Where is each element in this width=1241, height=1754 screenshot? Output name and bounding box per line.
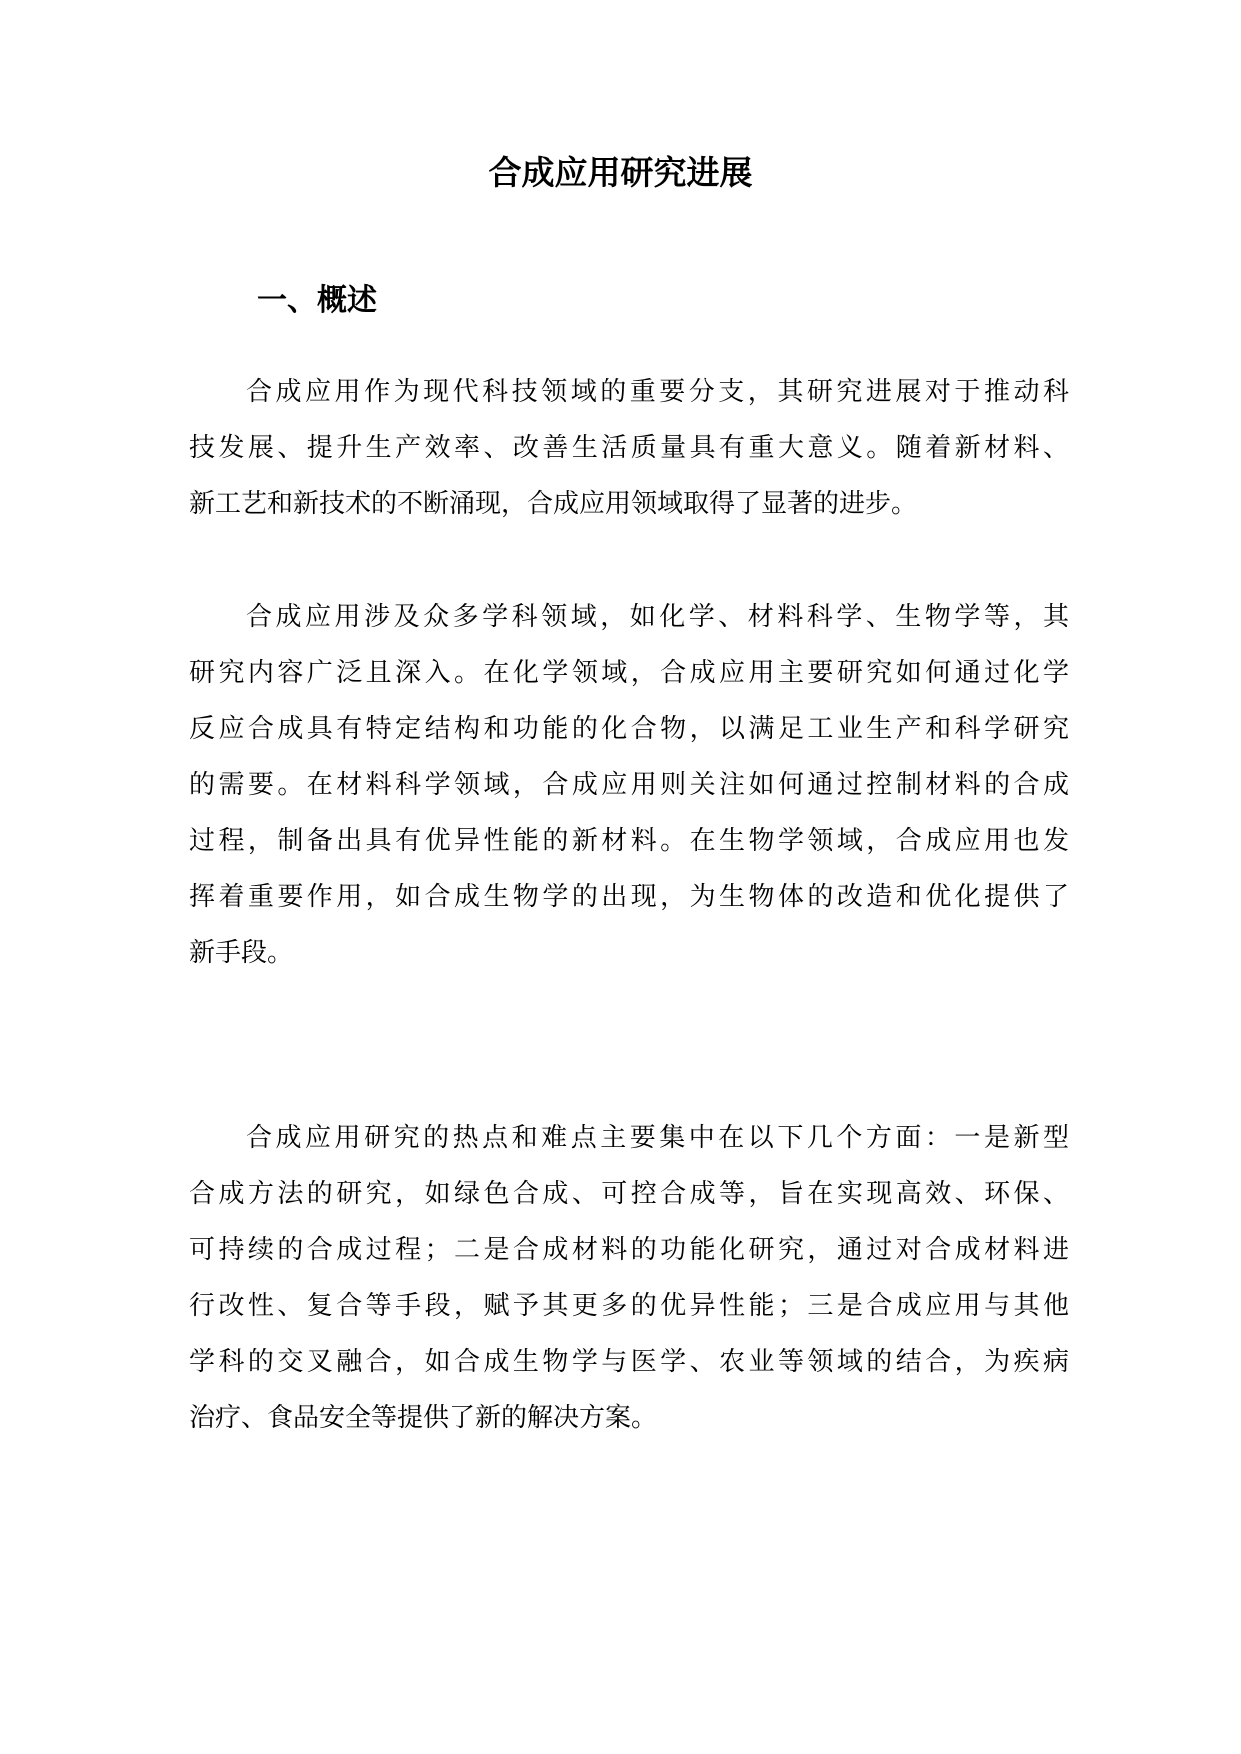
paragraph-line: 合成应用涉及众多学科领域，如化学、材料科学、生物学等，其 [246,602,1069,632]
paragraph-line: 合成应用研究的热点和难点主要集中在以下几个方面：一是新型 [246,1123,1069,1153]
paragraph-3 [189,1110,1069,1446]
paragraph-line: 合成应用作为现代科技领域的重要分支，其研究进展对于推动科 [246,377,1069,407]
paragraph-line: 行改性、复合等手段，赋予其更多的优异性能；三是合成应用与其他 [189,1291,1069,1321]
paragraph-line: 的需要。在材料科学领域，合成应用则关注如何通过控制材料的合成 [189,770,1069,800]
paragraph-line: 学科的交叉融合，如合成生物学与医学、农业等领域的结合，为疾病 [189,1347,1069,1377]
paragraph-line: 反应合成具有特定结构和功能的化合物，以满足工业生产和科学研究 [189,714,1069,744]
paragraph-line: 新工艺和新技术的不断涌现，合成应用领域取得了显著的进步。 [189,489,918,519]
paragraph-line: 新手段。 [189,938,294,968]
paragraph-line: 技发展、提升生产效率、改善生活质量具有重大意义。随着新材料、 [189,433,1069,463]
paragraph-line: 合成方法的研究，如绿色合成、可控合成等，旨在实现高效、环保、 [189,1179,1069,1209]
paragraph-1 [189,364,1069,532]
section-heading-overview: 一、概述 [257,283,377,318]
paragraph-line: 挥着重要作用，如合成生物学的出现，为生物体的改造和优化提供了 [189,882,1069,912]
paragraph-line: 可持续的合成过程；二是合成材料的功能化研究，通过对合成材料进 [189,1235,1069,1265]
paragraph-line: 研究内容广泛且深入。在化学领域，合成应用主要研究如何通过化学 [189,658,1069,688]
document-title: 合成应用研究进展 [488,153,753,192]
paragraph-line: 治疗、食品安全等提供了新的解决方案。 [189,1403,658,1433]
paragraph-line: 过程，制备出具有优异性能的新材料。在生物学领域，合成应用也发 [189,826,1069,856]
paragraph-2 [189,589,1069,981]
